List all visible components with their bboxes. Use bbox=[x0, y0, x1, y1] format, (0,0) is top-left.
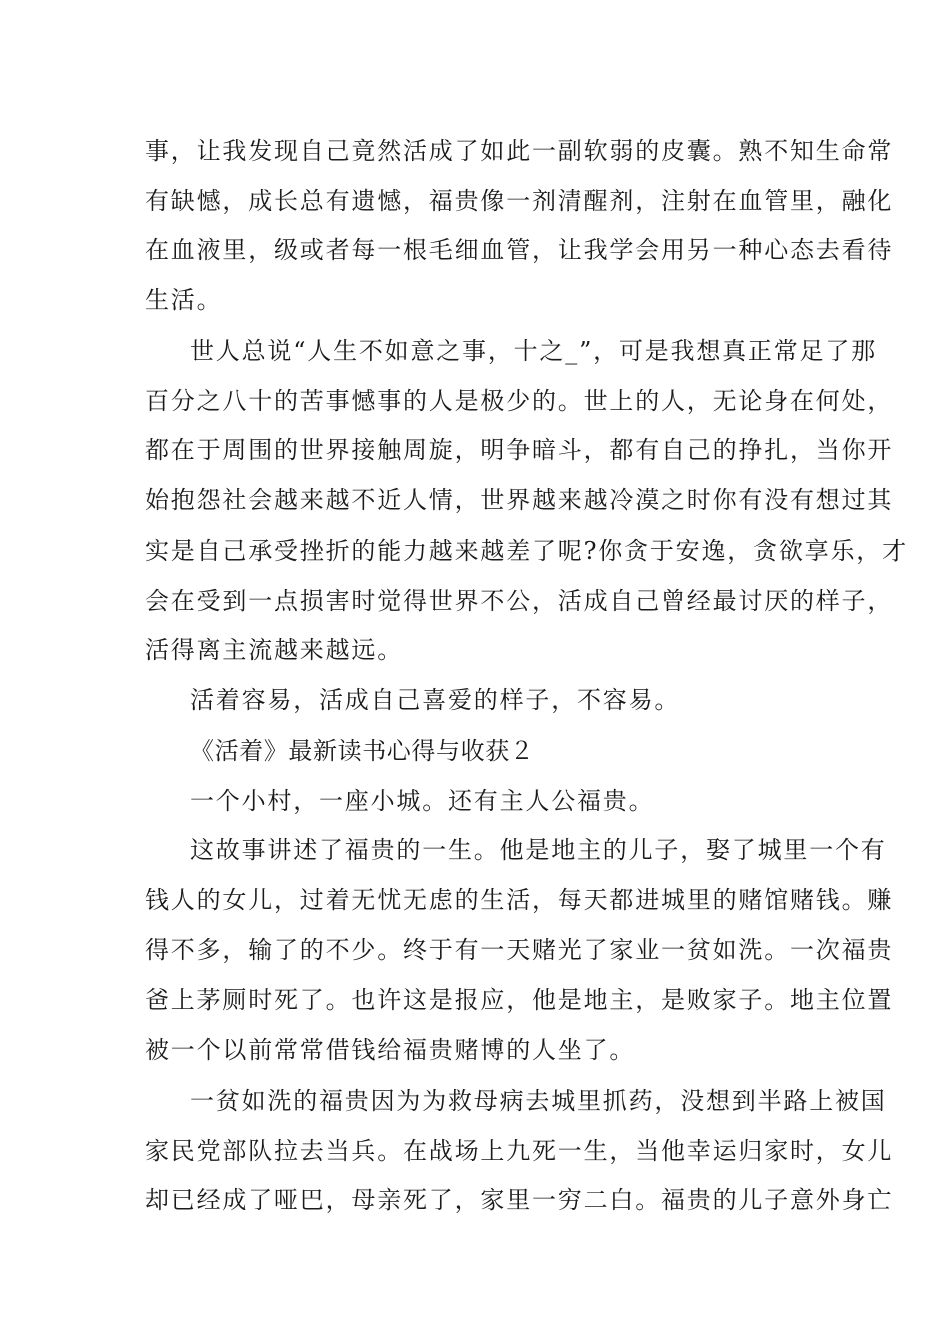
text-line: 爸上茅厕时死了。也许这是报应，他是地主，是败家子。地主位置 bbox=[145, 986, 894, 1014]
text-line: 钱人的女儿，过着无忧无虑的生活，每天都进城里的赌馆赌钱。赚 bbox=[145, 886, 894, 914]
text-line: 在血液里，级或者每一根毛细血管，让我学会用另一种心态去看待 bbox=[145, 236, 894, 264]
text-line: 得不多，输了的不少。终于有一天赌光了家业一贫如洗。一次福贵 bbox=[145, 936, 894, 964]
text-line: 有缺憾，成长总有遗憾，福贵像一剂清醒剂，注射在血管里，融化 bbox=[145, 187, 894, 215]
text-line: 实是自己承受挫折的能力越来越差了呢?你贪于安逸，贪欲享乐，才 bbox=[145, 537, 908, 565]
text-line: 百分之八十的苦事憾事的人是极少的。世上的人，无论身在何处， bbox=[145, 387, 894, 415]
text-line: 会在受到一点损害时觉得世界不公，活成自己曾经最讨厌的样子， bbox=[145, 587, 894, 615]
text-line: 一个小村，一座小城。还有主人公福贵。 bbox=[190, 787, 655, 815]
text-line: 事，让我发现自己竟然活成了如此一副软弱的皮囊。熟不知生命常 bbox=[145, 137, 894, 165]
text-line: 家民党部队拉去当兵。在战场上九死一生，当他幸运归家时，女儿 bbox=[145, 1137, 894, 1165]
text-line: 却已经成了哑巴，母亲死了，家里一穷二白。福贵的儿子意外身亡 bbox=[145, 1186, 894, 1214]
text-line: 活得离主流越来越远。 bbox=[145, 636, 403, 664]
text-line: 被一个以前常常借钱给福贵赌博的人坐了。 bbox=[145, 1036, 636, 1064]
text-line: 这故事讲述了福贵的一生。他是地主的儿子，娶了城里一个有 bbox=[190, 836, 887, 864]
section-heading: 《活着》最新读书心得与收获２ bbox=[190, 737, 535, 765]
text-line: 一贫如洗的福贵因为为救母病去城里抓药，没想到半路上被国 bbox=[190, 1087, 887, 1115]
text-line: 生活。 bbox=[145, 286, 223, 314]
text-line: 活着容易，活成自己喜爱的样子，不容易。 bbox=[190, 686, 681, 714]
text-line: 都在于周围的世界接触周旋，明争暗斗，都有自己的挣扎，当你开 bbox=[145, 436, 894, 464]
text-line: 世人总说“人生不如意之事，十之_”，可是我想真正常足了那 bbox=[190, 337, 877, 365]
text-line: 始抱怨社会越来越不近人情，世界越来越冷漠之时你有没有想过其 bbox=[145, 486, 894, 514]
